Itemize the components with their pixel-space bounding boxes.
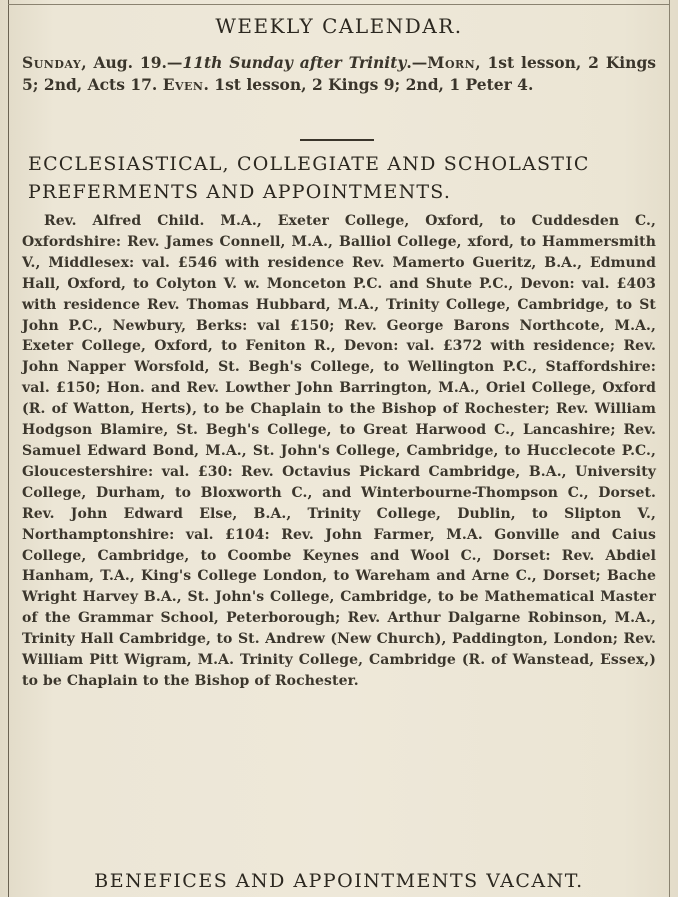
preferments-heading: ECCLESIASTICAL, COLLEGIATE AND SCHOLASTIC PREFERMENTS AND APPOINTMENTS. [28,153,590,203]
preferments-body: Rev. Alfred Child. M.A., Exeter College, Oxford, to Cuddesden C., Oxfordshire: Rev. James Connell, M.A., Balliol College, xford, to Hammersmith V., Middlesex: val. £546 with residence Rev. Mamerto Gueritz, B.A., Edmund Hall, Oxford, to Colyton V. w. Monceton P.C. and Shute P.C., Devon: val. £403 with residence Rev. Thomas Hubbard, M.A., Trinity College, Cambridge, to St John P.C., Newbury, Berks: val £150; Rev. George Barons Northcote, M.A., Exeter College, Oxford, to Feniton R., Devon: val. £372 with residence; Rev. John Napper Worsfold, St. Begh's College, to Wellington P.C., Staffordshire: val. £150; Hon. and Rev. Lowther John Barrington, M.A., Oriel College, Oxford (R. of Watton, Herts), to be Chaplain to the Bishop of Rochester; Rev. William Hodgson Blamire, St. Begh's College, to Great Harwood C., Lancashire; Rev. Samuel Edward Bond, M.A., St. John's College, Cambridge, to Hucclecote P.C., Gloucestershire: val. £30: Rev. Octavius Pickard Cambridge, B.A., University College, Durham, to Bloxworth C., and Winterbourne-Thompson C., Dorset. Rev. John Edward Else, B.A., Trinity College, Dublin, to Slipton V., Northamptonshire: val. £104: Rev. John Farmer, M.A. Gonville and Caius College, Cambridge, to Coombe Keynes and Wool C., Dorset: Rev. Abdiel Hanham, T.A., King's College London, to Wareham and Arne C., Dorset; Bache Wright Harvey B.A., St. John's College, Cambridge, to be Mathematical Master of the Grammar School, Peterborough; Rev. Arthur Dalgarne Robinson, M.A., Trinity Hall Cambridge, to St. Andrew (New Church), Paddington, London; Rev. William Pitt Wigram, M.A. Trinity College, Cambridge (R. of Wanstead, Essex,) to be Chaplain to the Bishop of Rochester. [22,213,656,689]
column-rule-right [669,0,670,897]
calendar-sep: .— [406,53,428,72]
evening-lessons: . 1st lesson, 2 Kings 9; 2nd, 1 Peter 4. [203,75,534,94]
weekly-calendar-text [22,52,656,96]
trinity-sunday: 11th Sunday after Trinity [182,53,407,72]
morning-lessons: , 1st lesson, 2 Kings 5; 2nd, Acts 17. [22,53,657,94]
weekly-calendar-heading: WEEKLY CALENDAR. [215,14,463,38]
morning-label: Morn [427,53,476,72]
column-rule-left [8,0,9,897]
calendar-date: , Aug. 19.— [81,53,183,72]
evening-label: Even [162,75,204,94]
sunday-label: Sunday [22,53,82,72]
vacant-heading: BENEFICES AND APPOINTMENTS VACANT. [94,870,584,892]
top-rule [8,4,670,5]
section-divider [300,139,374,141]
